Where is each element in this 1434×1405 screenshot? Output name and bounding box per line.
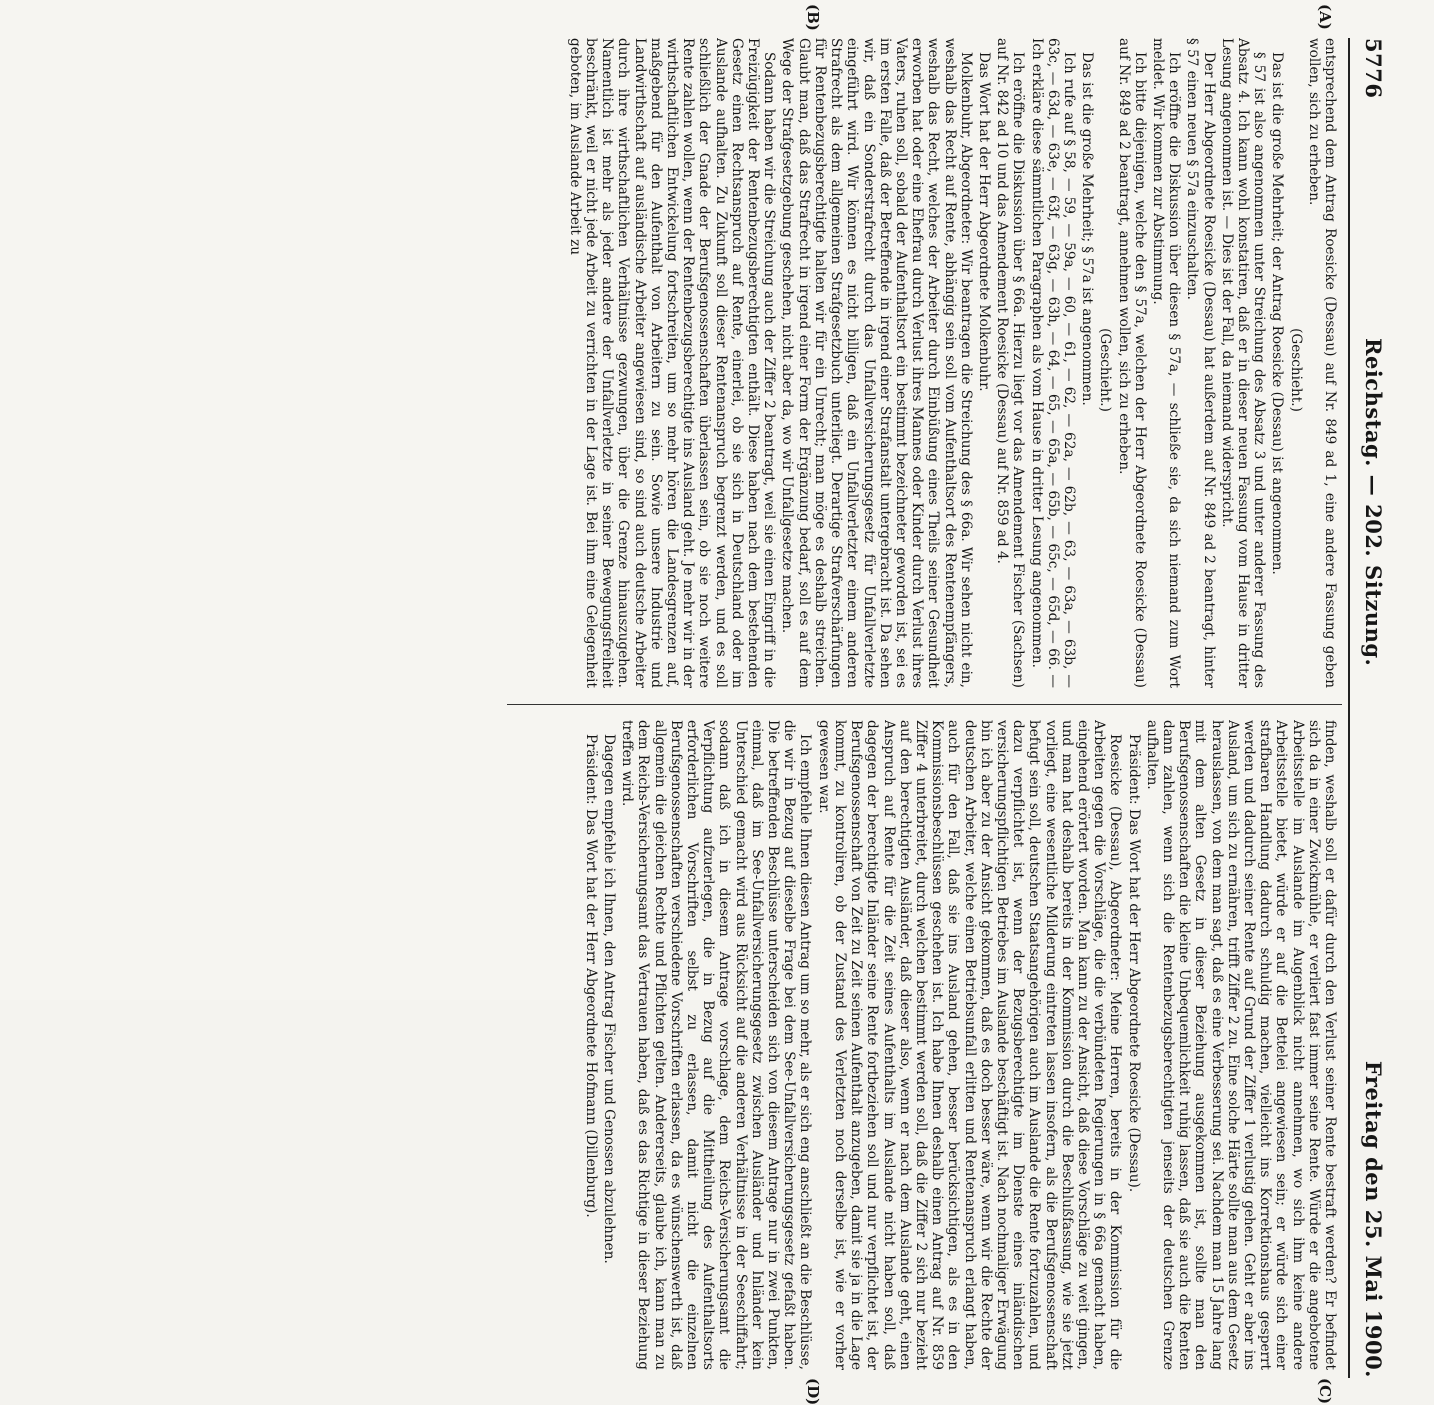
paragraph: entsprechend dem Antrag Roesicke (Dessau) auf Nr. 849 ad 1, eine andere Fassung geben wollen, sich zu erheben. — [1305, 38, 1338, 688]
column-divider — [507, 704, 1342, 705]
paragraph: finden, weshalb soll er dafür durch den Verlust seiner Rente bestraft werden? Er befindet sich da in einer Zwickmühle, er verliert fast immer seine Rente. Würde er die angebotene Arbeitsstelle im Auslande im Augenblick nicht annehmen, wo sich ihm keine andere Arbeitsstelle bietet, würde er auf die Bettelei angewiesen sein; er würde sich einer strafbaren Handlung dadurch schuldig machen, vielleicht ins Korrektionshaus gesperrt werden und dadurch seiner Rente auf Grund der Ziffer 1 verlustig gehen. Geht er aber ins Ausland, um sich zu ernähren, trifft Ziffer 2 zu. Eine solche Härte sollte man aus dem Gesetz herauslassen, von dem man sagt, daß es eine Verbesserung sei. Nachdem man 15 Jahre lang mit dem alten Gesetz in dieser Beziehung ausgekommen ist, sollte man den Berufsgenossenschaften die kleine Unbequemlichkeit ruhig lassen, daß sie auch die Renten dann zahlen, wenn sich die Rentenbezugsberechtigten jenseits der deutschen Grenze aufhalten. — [1143, 720, 1338, 1370]
paragraph: (Geschieht.) — [1097, 328, 1114, 412]
paragraph: Das ist die große Mehrheit; § 57a ist angenommen. — [1079, 52, 1096, 406]
running-title: Reichstag. — 202. Sitzung. — [1361, 338, 1386, 667]
paragraph: Präsident: Das Wort hat der Herr Abgeordnete Hofmann (Dillenburg). — [582, 734, 599, 1218]
paragraph: Sodann haben wir die Streichung auch der Ziffer 2 beantragt, weil sie einen Eingriff in die Freizügigkeit der Rentenbezugsberechtigten enthält. Diese haben nach dem bestehenden Gesetz einen Rechtsanspruch auf Rente, einerlei, ob sie sich in Deutschland oder im Auslande aufhalten. Zu Zukunft soll dieser Rentenanspruch begrenzt werden, und es soll schließlich der Gnade der Berufsgenossenschaften überlassen sein, ob sie noch weitere Rente zahlen wollen, wenn der Rentenbezugsberechtigte ins Ausland geht. Je mehr wir in der wirthschaftlichen Entwickelung fortschreiten, um so mehr hören die Landesgrenzen auf, maßgebend für den Aufenthalt von Arbeitern zu sein. Sowie unsere Industrie und Landwirthschaft auf ausländische Arbeiter angewiesen sind, so sind auch deutsche Arbeiter durch ihre wirthschaftlichen Verhältnisse gezwungen, über die Grenze hinauszugehen. Namentlich ist mehr als jeder andere der Unfallverletzte in seiner Bewegungsfreiheit beschränkt, weil er nicht jede Arbeit zu verrichten in der Lage ist. Bei ihm eine Gelegenheit geboten, im Auslande Arbeit zu — [566, 38, 778, 688]
margin-marker-d: (D) — [804, 1378, 822, 1405]
paragraph: Ich rufe auf § 58, — 59, — 59a, — 60, — 61, — 62, — 62a, — 62b, — 63, — 63a, — 63b, — 63c, — 63d, — 63e, — 63f, — 63g, — 63h, — 64, — 65, — 65a, — 65b, — 65c, — 65d, — 66. — Ich erkläre diese sämmtlichen Paragraphen als vom Hause in dritter Lesung angenommen. — [1028, 38, 1077, 688]
paragraph: § 57 ist also angenommen unter Streichung des Absatz 3 und unter anderer Fassung des Absatz 4. Ich kann wohl konstatiren, daß er in dieser neuen Fassung vom Hause in dritter Lesung angenommen ist. — Dies ist der Fall, da niemand widerspricht. — [1218, 38, 1268, 688]
paragraph: Das Wort hat der Herr Abgeordnete Molkenbuhr. — [975, 52, 992, 392]
session-date: Freitag den 25. Mai 1900. — [1361, 1060, 1386, 1378]
paragraph: Ich empfehle Ihnen diesen Antrag um so mehr, als er sich eng anschließt an die Beschlüsse, die wir in Bezug auf dieselbe Frage bei dem See-Unfallversicherungsgesetz gefaßt haben. Die betreffenden Beschlüsse unterscheiden sich von diesem Antrage nur in zwei Punkten, einmal, daß im See-Unfallversicherungsgesetz zwischen Ausländer und Inländer kein Unterschied gemacht wird aus Rücksicht auf die anderen Verhältnisse in der Seeschiffahrt; sodann daß ich in diesem Antrage vorschlage, dem Reichs-Versicherungsamt die Verpflichtung aufzuerlegen, die in Bezug auf die Mittheilung des Aufenthaltsorts erforderlichen Vorschriften selbst zu erlassen, damit nicht die einzelnen Berufsgenossenschaften verschiedene Vorschriften erlassen, da es wünschenswerth ist, daß allgemein die gleichen Rechte und Pflichten gelten. Andererseits, glaube ich, kann man zu dem Reichs-Versicherungsamt das Vertrauen haben, daß es das Richtige in dieser Beziehung treffen wird. — [619, 720, 814, 1370]
paragraph: Das ist die große Mehrheit; der Antrag Roesicke (Dessau) ist angenommen. — [1269, 52, 1286, 575]
paragraph: Molkenbuhr, Abgeordneter: Wir beantragen die Streichung des § 66a. Wir sehen nicht ein, weshalb das Recht auf Rente, abhängig sein soll vom Aufenthaltsort des Rentenempfängers, weshalb das Recht, welches der Arbeiter durch Einbüßung eines Theils seiner Gesundheit erworben hat oder eine Ehefrau durch Verlust ihres Mannes oder Kinder durch Verlust ihres Vaters, ruhen soll, sobald der Aufenthaltsort ein bestimmt bezeichneter geworden ist, sei es im ersten Falle, daß der Betreffende in irgend einer Strafanstalt untergebracht ist. Da sehen wir, daß ein Sonderstrafrecht durch das Unfallversicherungsgesetz für Unfallverletzte eingeführt wird. Wir können es nicht billigen, daß ein Unfallverletzter einem anderen Strafrecht als dem allgemeinen Strafgesetzbuch unterliegt. Derartige Strafverschärfungen für Rentenbezugsberechtigte halten wir für ein Unrecht; man möge es deshalb streichen. Glaubt man, daß das Strafrecht in irgend einer Form der Ergänzung bedarf, soll es auf dem Wege der Strafgesetzgebung geschehen, nicht aber da, wo wir Unfallgesetze machen. — [779, 38, 974, 688]
header-rule — [1348, 38, 1350, 1378]
margin-marker-c: (C) — [1316, 1378, 1334, 1405]
paragraph: Ich bitte diejenigen, welche den § 57a, welchen der Herr Abgeordnete Roesicke (Dessau) auf Nr. 849 ad 2 beantragt, annehmen wollen, sich zu erheben. — [1115, 38, 1148, 688]
paragraph: Roesicke (Dessau), Abgeordneter: Meine Herren, bereits in der Kommission für die Arbeiten gegen die Vorschläge, die die verbündeten Regierungen in § 66a gemacht haben, eingehend erörtert worden. Man kann zu der Ansicht, daß diese Vorschläge zu weit gingen, und man hat deshalb bereits in der Kommission durch die Beschlußfassung, wie sie jetzt vorliegt, eine wesentliche Milderung eintreten lassen insofern, als die Berufsgenossenschaft befugt sein soll, deutschen Staatsangehörigen auch im Auslande die Rente fortzuzahlen, und dazu verpflichtet ist, wenn der Bezugsberechtigte im Dienste eines inländischen versicherungspflichtigen Betriebes im Auslande beschäftigt ist. Nach nochmaliger Erwägung bin ich aber zu der Ansicht gekommen, daß es doch besser wäre, wenn wir die Rechte der deutschen Arbeiter, welche einen Betriebsunfall erlitten und Rentenanspruch erlangt haben, auch für den Fall, daß sie ins Ausland gehen, besser berücksichtigen, als es in den Kommissionsbeschlüssen geschehen ist. Ich habe Ihnen deshalb einen Antrag auf Nr. 859 Ziffer 4 unterbreitet, durch welchen bestimmt werden soll, daß die Ziffer 2 sich nur bezieht auf den berechtigten Ausländer, daß dieser also, wenn er nach dem Auslande geht, einen Anspruch auf Rente für die Zeit seines Aufenthalts im Auslande nicht haben soll, daß dagegen der berechtigte Inländer seine Rente fortbeziehen soll und nur verpflichtet ist, der Berufsgenossenschaft von Zeit zu Zeit seinen Aufenthalt anzugeben, damit sie ja in die Lage kommt, zu kontroliren, ob der Zustand des Verletzten noch derselbe ist, wie er vorher gewesen war. — [815, 720, 1124, 1370]
paragraph: Ich eröffne die Diskussion über diesen § 57a, — schließe sie, da sich niemand zum Wort meldet. Wir kommen zur Abstimmung. — [1149, 38, 1183, 688]
margin-marker-a: (A) — [1316, 4, 1334, 30]
paragraph: Dagegen empfehle ich Ihnen, den Antrag Fischer und Genossen abzulehnen. — [601, 734, 618, 1264]
digitization-credit — [0, 0, 14, 1000]
margin-marker-b: (B) — [804, 4, 822, 31]
page-header — [1356, 38, 1386, 1378]
right-column — [508, 720, 1338, 1370]
paragraph: (Geschieht.) — [1287, 328, 1304, 412]
left-column — [508, 38, 1338, 688]
paragraph: Ich eröffne die Diskussion über § 66a. Hierzu liegt vor das Amendement Fischer (Sachsen) auf Nr. 842 ad 10 und das Amendement Roesicke (Dessau) auf Nr. 859 ad 4. — [994, 38, 1027, 688]
page-number: 5776 — [1361, 38, 1386, 99]
paragraph: Präsident: Das Wort hat der Herr Abgeordnete Roesicke (Dessau). — [1125, 734, 1142, 1193]
paragraph: Der Herr Abgeordnete Roesicke (Dessau) hat außerdem auf Nr. 849 ad 2 beantragt, hinter § 57 einen neuen § 57a einzuschalten. — [1184, 38, 1217, 688]
